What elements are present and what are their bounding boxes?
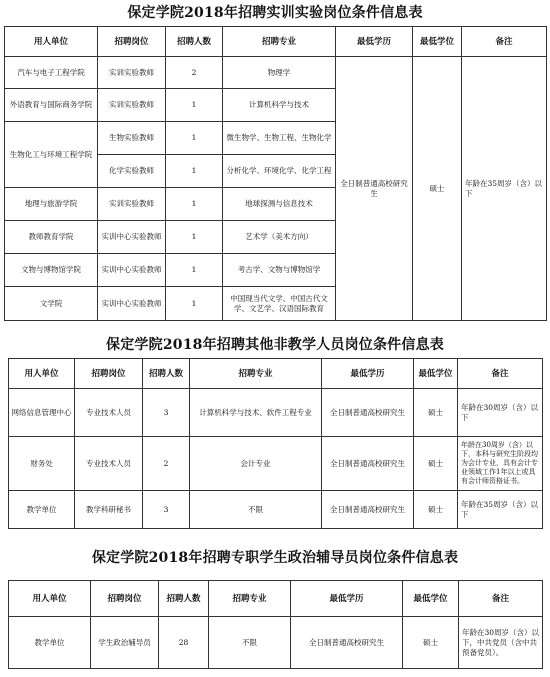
table1-title: 保定学院2018年招聘实训实验岗位条件信息表 — [127, 5, 423, 21]
major-cell: 微生物学、生物工程、生物化学 — [223, 122, 336, 155]
post-cell: 实训实验教师 — [98, 89, 166, 122]
table3-title: 保定学院2018年招聘专职学生政治辅导员岗位条件信息表 — [91, 550, 459, 566]
header-cell: 最低学位 — [413, 27, 462, 57]
count-cell: 1 — [166, 122, 223, 155]
header-cell: 招聘岗位 — [91, 581, 159, 617]
table-row — [9, 437, 543, 491]
education-cell: 全日制普通高校研究生 — [322, 389, 414, 437]
header-cell: 最低学历 — [336, 27, 413, 57]
unit-cell: 教学单位 — [9, 491, 75, 529]
header-cell: 备注 — [462, 27, 547, 57]
header-cell: 最低学历 — [291, 581, 403, 617]
table-row — [9, 491, 543, 529]
count-cell: 3 — [143, 491, 190, 529]
unit-cell: 文学院 — [5, 287, 98, 321]
table-row — [9, 617, 543, 669]
header-cell: 用人单位 — [5, 27, 98, 57]
major-cell: 不限 — [209, 617, 291, 669]
count-cell: 2 — [166, 57, 223, 89]
degree-cell: 硕士 — [414, 491, 458, 529]
major-cell: 地球探测与信息技术 — [223, 188, 336, 221]
table3 — [8, 580, 543, 669]
major-cell: 不限 — [190, 491, 322, 529]
major-cell: 考古学、文物与博物馆学 — [223, 254, 336, 287]
count-cell: 1 — [166, 221, 223, 254]
degree-cell: 硕士 — [413, 57, 462, 321]
header-cell: 招聘人数 — [159, 581, 209, 617]
header-cell: 招聘岗位 — [75, 359, 143, 389]
major-cell: 会计专业 — [190, 437, 322, 491]
post-cell: 化学实验教师 — [98, 155, 166, 188]
header-cell: 招聘专业 — [209, 581, 291, 617]
table-header-row — [9, 581, 543, 617]
post-cell: 专业技术人员 — [75, 389, 143, 437]
unit-cell: 汽车与电子工程学院 — [5, 57, 98, 89]
table-header-row — [5, 27, 547, 57]
header-cell: 最低学位 — [403, 581, 459, 617]
note-cell: 年龄在30周岁（含）以下 — [458, 389, 543, 437]
post-cell: 实训中心实验教师 — [98, 287, 166, 321]
table-header-row — [9, 359, 543, 389]
header-cell: 招聘岗位 — [98, 27, 166, 57]
post-cell: 实训中心实验教师 — [98, 254, 166, 287]
post-cell: 实训实验教师 — [98, 188, 166, 221]
unit-cell: 教学单位 — [9, 617, 91, 669]
count-cell: 1 — [166, 89, 223, 122]
count-cell: 1 — [166, 287, 223, 321]
count-cell: 1 — [166, 254, 223, 287]
unit-cell: 文物与博物馆学院 — [5, 254, 98, 287]
table-row — [9, 389, 543, 437]
unit-cell: 网络信息管理中心 — [9, 389, 75, 437]
major-cell: 中国现当代文学、中国古代文学、文艺学、汉语国际教育 — [223, 287, 336, 321]
major-cell: 分析化学、环境化学、化学工程 — [223, 155, 336, 188]
post-cell: 实训实验教师 — [98, 57, 166, 89]
note-cell: 年龄在30周岁（含）以下，本科与研究生阶段均为会计专业，具有会计专业领域工作1年以上或具有会计师资格证书。 — [458, 437, 543, 491]
header-cell: 备注 — [458, 359, 543, 389]
major-cell: 计算机科学与技术 — [223, 89, 336, 122]
education-cell: 全日制普通高校研究生 — [336, 57, 413, 321]
education-cell: 全日制普通高校研究生 — [291, 617, 403, 669]
table2-title: 保定学院2018年招聘其他非教学人员岗位条件信息表 — [106, 337, 444, 353]
degree-cell: 硕士 — [403, 617, 459, 669]
education-cell: 全日制普通高校研究生 — [322, 491, 414, 529]
header-cell: 招聘专业 — [190, 359, 322, 389]
unit-cell: 教师教育学院 — [5, 221, 98, 254]
count-cell: 1 — [166, 188, 223, 221]
note-cell: 年龄在35周岁（含）以下 — [462, 57, 547, 321]
table2 — [8, 358, 543, 529]
unit-cell: 地理与旅游学院 — [5, 188, 98, 221]
unit-cell: 财务处 — [9, 437, 75, 491]
major-cell: 计算机科学与技术、软件工程专业 — [190, 389, 322, 437]
post-cell: 生物实验教师 — [98, 122, 166, 155]
header-cell: 招聘人数 — [143, 359, 190, 389]
count-cell: 3 — [143, 389, 190, 437]
header-cell: 招聘专业 — [223, 27, 336, 57]
count-cell: 2 — [143, 437, 190, 491]
count-cell: 1 — [166, 155, 223, 188]
header-cell: 最低学位 — [414, 359, 458, 389]
note-cell: 年龄在35周岁（含）以下 — [458, 491, 543, 529]
header-cell: 用人单位 — [9, 581, 91, 617]
header-cell: 招聘人数 — [166, 27, 223, 57]
degree-cell: 硕士 — [414, 389, 458, 437]
header-cell: 备注 — [459, 581, 543, 617]
post-cell: 学生政治辅导员 — [91, 617, 159, 669]
degree-cell: 硕士 — [414, 437, 458, 491]
header-cell: 最低学历 — [322, 359, 414, 389]
education-cell: 全日制普通高校研究生 — [322, 437, 414, 491]
table-row — [5, 57, 547, 89]
table1 — [4, 26, 547, 321]
post-cell: 专业技术人员 — [75, 437, 143, 491]
unit-cell: 外语教育与国际商务学院 — [5, 89, 98, 122]
unit-cell: 生物化工与环境工程学院 — [5, 122, 98, 188]
post-cell: 教学科研秘书 — [75, 491, 143, 529]
header-cell: 用人单位 — [9, 359, 75, 389]
post-cell: 实训中心实验教师 — [98, 221, 166, 254]
note-cell: 年龄在30周岁（含）以下，中共党员（含中共预备党员）。 — [459, 617, 543, 669]
major-cell: 物理学 — [223, 57, 336, 89]
count-cell: 28 — [159, 617, 209, 669]
major-cell: 艺术学（美术方向） — [223, 221, 336, 254]
